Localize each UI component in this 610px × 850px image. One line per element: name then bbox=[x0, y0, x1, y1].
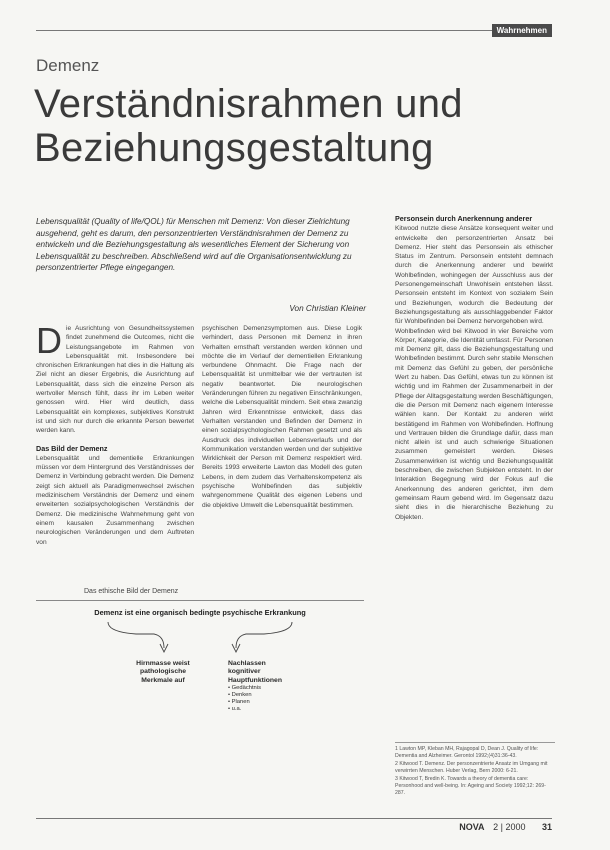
dropcap: D bbox=[36, 320, 62, 361]
subhead-personsein: Personsein durch Anerkennung anderer bbox=[395, 214, 533, 223]
column-right bbox=[395, 214, 553, 522]
issue-number: 2 bbox=[493, 822, 499, 832]
column-middle bbox=[202, 324, 362, 510]
list-item: • Planen bbox=[228, 699, 250, 706]
body-paragraph: Lebensqualität und dementielle Erkrankungen müssen vor dem Hintergrund des Verständnisses der Demenz in Verbindung gebracht werden. Die Demenz zeigt sich aktuell als Paradigmenwechsel zwischen medizinischem Verständnis der Demenz und einem erweiterten sozialpsychologischen Verständnis der Demenz. Die medizinische Wahrnehmung geht von einem kausalen Zusammenhang zwischen neurologischen Veränderungen und dem Auftreten von bbox=[36, 454, 194, 546]
footnote: 3 Kitwood T, Bredin K. Towards a theory of dementia care: Personhood and well-being. In: Ageing and Society 1992;12: 269-287. bbox=[395, 776, 546, 796]
list-item: • Gedächtnis bbox=[228, 685, 261, 692]
issue-separator: | bbox=[500, 822, 506, 832]
column-left bbox=[36, 320, 194, 547]
body-paragraph: Wohlbefinden wird bei Kitwood in vier Bereiche vom Körper, Kategorie, die Identität umfasst. Für Personen mit Demenz gilt, dass die Beziehungsgestaltung und Wohlbefinden bestimmt. Durch sehr stabile Menschen mit Demenz das Gefühl zu geben, der persönliche Wert zu haben. Das Gefühl, etwas tun zu können ist wichtig und im Rahmen der Zusammenarbeit in der Pflege der Alltagsgestaltung werden Beschäftigungen, die die Person mit Demenz nach eigenem Interesse wählen kann. Der Kontakt zu anderen wirkt bestätigend im Rahmen von Wohlbefinden. Hoffnung und Vertrauen bilden die Grundlage dafür, dass man nicht allein ist und auch schwierige Situationen zusammen gemeistert werden. Dieses Zusammenwirken ist wichtig und Beziehungsqualität beschreiben, die zwischen Subjekten entsteht. In der Interaktion Begegnung wird der Fokus auf die Anerkennung des anderen gerichtet, ihm dem gemeinsam Raum gebend wird. Im Gegensatz dazu sieht dies in die hierarchische Beziehung zu Objekten. bbox=[395, 327, 553, 521]
intro-text: ie Ausrichtung von Gesundheitssystemen findet zunehmend die Outcomes, nicht die Leistungsangebote im Rahmen von Lebensqualität mit. Insbesondere bei chronischen Erkrankungen hat dies in die Haltung als Ziel nicht an dieser Ergebnis, die Ausrichtung auf Lebensqualität, dass sich die einzelne Person als wertvoller Mensch fühlt, dass ihr im Leben weiter genossen wird. Hier wird deutlich, dass Lebensqualität ein komplexes, subjektives Konstrukt ist und sich nur durch die erkannte Person bewertet werden kann. bbox=[36, 325, 194, 435]
body-paragraph: psychischen Demenzsymptomen aus. Diese Logik verhindert, dass Personen mit Demenz in ihren Verhalten ernsthaft verstanden werden können und möchte die im Verlauf der dementiellen Erkrankung verbundene Ohnmacht. Die Frage nach der Lebensqualität ist unmittelbar wie der vertrauten ist negativ beantwortet. Die neurologischen Veränderungen führen zu negativen Einschränkungen, welche die Lebensqualität mindern. Seit etwa zwanzig Jahren wird Erkenntnisse entwickelt, dass das Verhalten verstanden und Befinden der Demenz in einen sozialpsychologischen Rahmen gesetzt und als Ausdruck des individuellen Lebensverlaufs und der Kommunikation verstanden werden und der subjektive Wirklichkeit der Person mit Demenz respektiert wird. Bereits 1993 erweiterte Lawton das Modell des guten Lebens, in dem zudem das Verhaltenskompetenz als psychische Wohlbefinden das subjektiv wahrgenommene Qualität des eigenen Lebens und die objektive Umwelt die Lebensqualität bestimmen. bbox=[202, 325, 362, 509]
brace-right bbox=[236, 622, 292, 648]
magazine-name: NOVA bbox=[459, 822, 485, 832]
author-byline: Von Christian Kleiner bbox=[289, 304, 366, 313]
page-footer bbox=[459, 822, 552, 832]
intro-paragraph bbox=[36, 320, 194, 436]
lead-paragraph: Lebensqualität (Quality of life/QOL) für Menschen mit Demenz: Von dieser Zielrichtung ausgehend, geht es darum, den personzentrierten Verständnisrahmen der Demenz zu entwickeln und die Beziehungsgestaltung als wesentliches Element der Sicherung von Lebensqualität zu beschreiben. Abschließend wird auf die Organisationsentwicklung zu personzentrierter Pflege eingegangen. bbox=[36, 217, 352, 273]
page-number: 31 bbox=[541, 822, 552, 832]
figure-right-block bbox=[228, 660, 298, 713]
body-paragraph: Kitwood nutzte diese Ansätze konsequent weiter und entwickelte den personzentrierten Ansatz bei Demenz. Hier steht das Personsein als ethischer Status im Zentrum. Personsein entsteht demnach durch die Anerkennung anderer und bewirkt Wohlbefinden, wohingegen der Ausschluss aus der Personengemeinschaft Unwohlsein entstehen lässt. Personsein entsteht im Kontext von sozialem Sein und Beziehungen, wodurch die Bedeutung der Beziehungsgestaltung als ausschlaggebender Faktor für Wohlbefinden bei Demenz hervorgehoben wird. bbox=[395, 225, 553, 326]
kicker: Demenz bbox=[36, 56, 100, 75]
headline: Verständnisrahmen und Beziehungsgestaltung bbox=[34, 82, 463, 170]
figure-title: Demenz ist eine organisch bedingte psychische Erkrankung bbox=[94, 608, 306, 617]
issue-year: 2000 bbox=[505, 822, 526, 832]
figure-brace-svg bbox=[36, 620, 364, 664]
figure-caption: Das ethische Bild der Demenz bbox=[84, 588, 179, 595]
figure-left-label: Hirnmasse weist pathologische Merkmale auf bbox=[136, 660, 190, 684]
brace-left bbox=[108, 622, 164, 648]
figure-diagram bbox=[36, 588, 364, 748]
footnotes bbox=[395, 742, 555, 798]
subhead-bild-der-demenz: Das Bild der Demenz bbox=[36, 443, 108, 453]
figure-right-list bbox=[228, 685, 298, 713]
list-item: • u.a. bbox=[228, 706, 242, 713]
bottom-rule bbox=[36, 818, 552, 819]
footnote: 2 Kitwood T. Demenz. Der personzentrierte Ansatz im Umgang mit verwirrten Menschen. Huber Verlag, Bern 2000: 6-21. bbox=[395, 761, 548, 774]
footnote: 1 Lawton MP, Kleban MH, Rajagopal D, Dean J. Quality of life: Dementia and Alzheimer. Gerontol 1992;(4)31:36-43. bbox=[395, 746, 539, 759]
figure-rule bbox=[36, 600, 364, 601]
section-tag: Wahrnehmen bbox=[492, 24, 552, 37]
list-item: • Denken bbox=[228, 692, 252, 699]
figure-right-label: Nachlassen kognitiver Hauptfunktionen bbox=[228, 660, 282, 684]
top-rule bbox=[36, 30, 552, 31]
